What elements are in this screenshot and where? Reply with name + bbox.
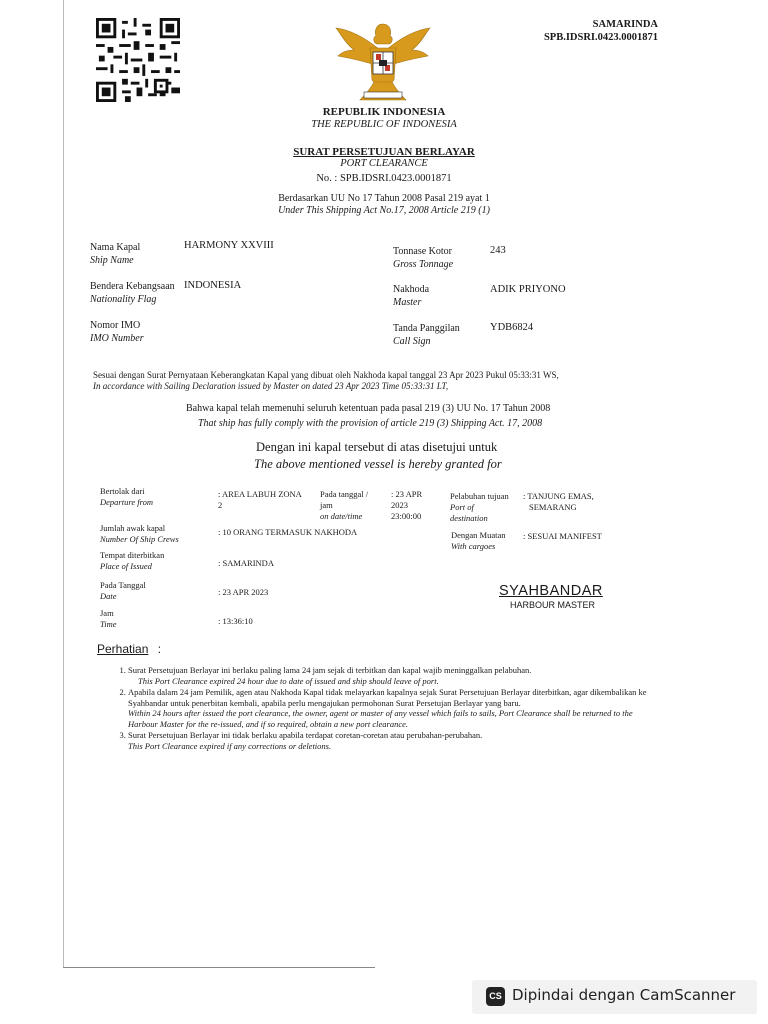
harbour-master-title-en: HARBOUR MASTER: [510, 600, 596, 610]
gross-tonnage-value: 243: [490, 245, 506, 256]
departure-datetime-label: Pada tanggal / jam on date/time: [320, 489, 369, 521]
destination-port-label: Pelabuhan tujuan Port of destination: [450, 491, 509, 523]
ship-name-value: HARMONY XXVIII: [184, 240, 274, 251]
nationality-flag-label: Bendera Kebangsaan Nationality Flag: [90, 281, 175, 305]
departure-datetime-value: : 23 APR 2023 23:00:00: [391, 489, 423, 521]
legal-basis-en: Under This Shipping Act No.17, 2008 Article 219 (1): [278, 205, 490, 216]
document-title: SURAT PERSETUJUAN BERLAYAR: [293, 146, 475, 158]
issue-date-value: : 23 APR 2023: [218, 587, 269, 597]
document-code-block: [544, 18, 658, 44]
gross-tonnage-label: Tonnase Kotor Gross Tonnage: [393, 246, 454, 270]
document-number: No. : SPB.IDSRI.0423.0001871: [316, 173, 452, 184]
grant-statement-en: The above mentioned vessel is hereby granted for: [254, 457, 502, 471]
call-sign-value: YDB6824: [490, 322, 534, 333]
legal-basis: Berdasarkan UU No 17 Tahun 2008 Pasal 219 ayat 1: [278, 193, 490, 204]
list-item: 3. Surat Persetujuan Berlayar ini tidak berlaku apabila terdapat coretan-coretan atau perubahan-perubahan. This Port Clearance expired if any corrections or deletions.: [128, 730, 658, 751]
sailing-declaration: Sesuai dengan Surat Pernyataan Keberangkatan Kapal yang dibuat oleh Nakhoda kapal tanggal 23 Apr 2023 Pukul 05:33:31 WS,: [93, 370, 559, 380]
compliance-statement: Bahwa kapal telah memenuhi seluruh ketentuan pada pasal 219 (3) UU No. 17 Tahun 2008: [186, 403, 551, 414]
document-code: SPB.IDSRI.0423.0001871: [543, 32, 658, 43]
imo-number-label: Nomor IMO IMO Number: [90, 320, 144, 344]
qr-code-icon: [95, 18, 181, 102]
issue-time-value: : 13:36:10: [218, 616, 253, 626]
ship-name-label: Nama Kapal Ship Name: [90, 242, 141, 266]
garuda-emblem-icon: [330, 10, 436, 106]
republic-heading-en: THE REPUBLIC OF INDONESIA: [311, 119, 457, 130]
crew-count-label: Jumlah awak kapal Number Of Ship Crews: [100, 523, 179, 544]
notes-list: [112, 665, 658, 752]
place-issued-value: : SAMARINDA: [218, 558, 274, 568]
list-item: 2. Apabila dalam 24 jam Pemilik, agen atau Nakhoda Kapal tidak melayarkan kapalnya sejak Surat Persetujuan Berlayar diterbitkan, agar dikembalikan ke Syahbandar untuk penerbitan kembali, apabila perlu mengajukan permohonan Surat Persetujan Berlayar yang baru. Within 24 hours after issued the port clearance, the owner, agent or master of any vessel which fails to sails, Port Clearance shall be returned to the Harbour Master for the re-issued, and if so required, obtain a new port clearance.: [128, 687, 658, 729]
compliance-statement-en: That ship has fully comply with the provision of article 219 (3) Shipping Act. 17, 2008: [198, 418, 543, 429]
sailing-declaration-en: In accordance with Sailing Declaration issued by Master on dated 23 Apr 2023 Time 05:33:31 LT,: [93, 381, 449, 391]
scanner-watermark-text: Dipindai dengan CamScanner: [512, 986, 736, 1004]
notes-heading: Perhatian :: [97, 642, 162, 656]
issue-date-label: Pada Tanggal Date: [100, 580, 146, 601]
cargo-label: Dengan Muatan With cargoes: [451, 530, 506, 551]
document-title-en: PORT CLEARANCE: [340, 158, 428, 169]
place-issued-label: Tempat diterbitkan Place of Issued: [100, 550, 165, 571]
issuing-city: SAMARINDA: [592, 19, 658, 30]
scan-bottom-line: [63, 967, 375, 968]
crew-count-value: : 10 ORANG TERMASUK NAKHODA: [218, 527, 358, 537]
cargo-value: : SESUAI MANIFEST: [523, 531, 602, 541]
harbour-master-title: SYAHBANDAR: [499, 583, 603, 599]
nationality-flag-value: INDONESIA: [184, 280, 242, 291]
camscanner-logo-icon: CS: [486, 987, 505, 1006]
master-value: ADIK PRIYONO: [490, 284, 566, 295]
departure-value: : AREA LABUH ZONA 2: [218, 489, 302, 510]
call-sign-label: Tanda Panggilan Call Sign: [393, 323, 460, 347]
issue-time-label: Jam Time: [100, 608, 117, 629]
departure-label: Bertolak dari Departure from: [100, 486, 153, 507]
destination-port-value: : TANJUNG EMAS, SEMARANG: [523, 491, 594, 512]
grant-statement: Dengan ini kapal tersebut di atas disetujui untuk: [256, 440, 498, 454]
republic-heading: REPUBLIK INDONESIA: [322, 106, 446, 118]
list-item: 1. Surat Persetujuan Berlayar ini berlaku paling lama 24 jam sejak di terbitkan dan kapal wajib meninggalkan pelabuhan. This Port Clearance expired 24 hour due to date of issued and ship should leave of port.: [128, 665, 658, 686]
master-label: Nakhoda Master: [393, 284, 430, 308]
